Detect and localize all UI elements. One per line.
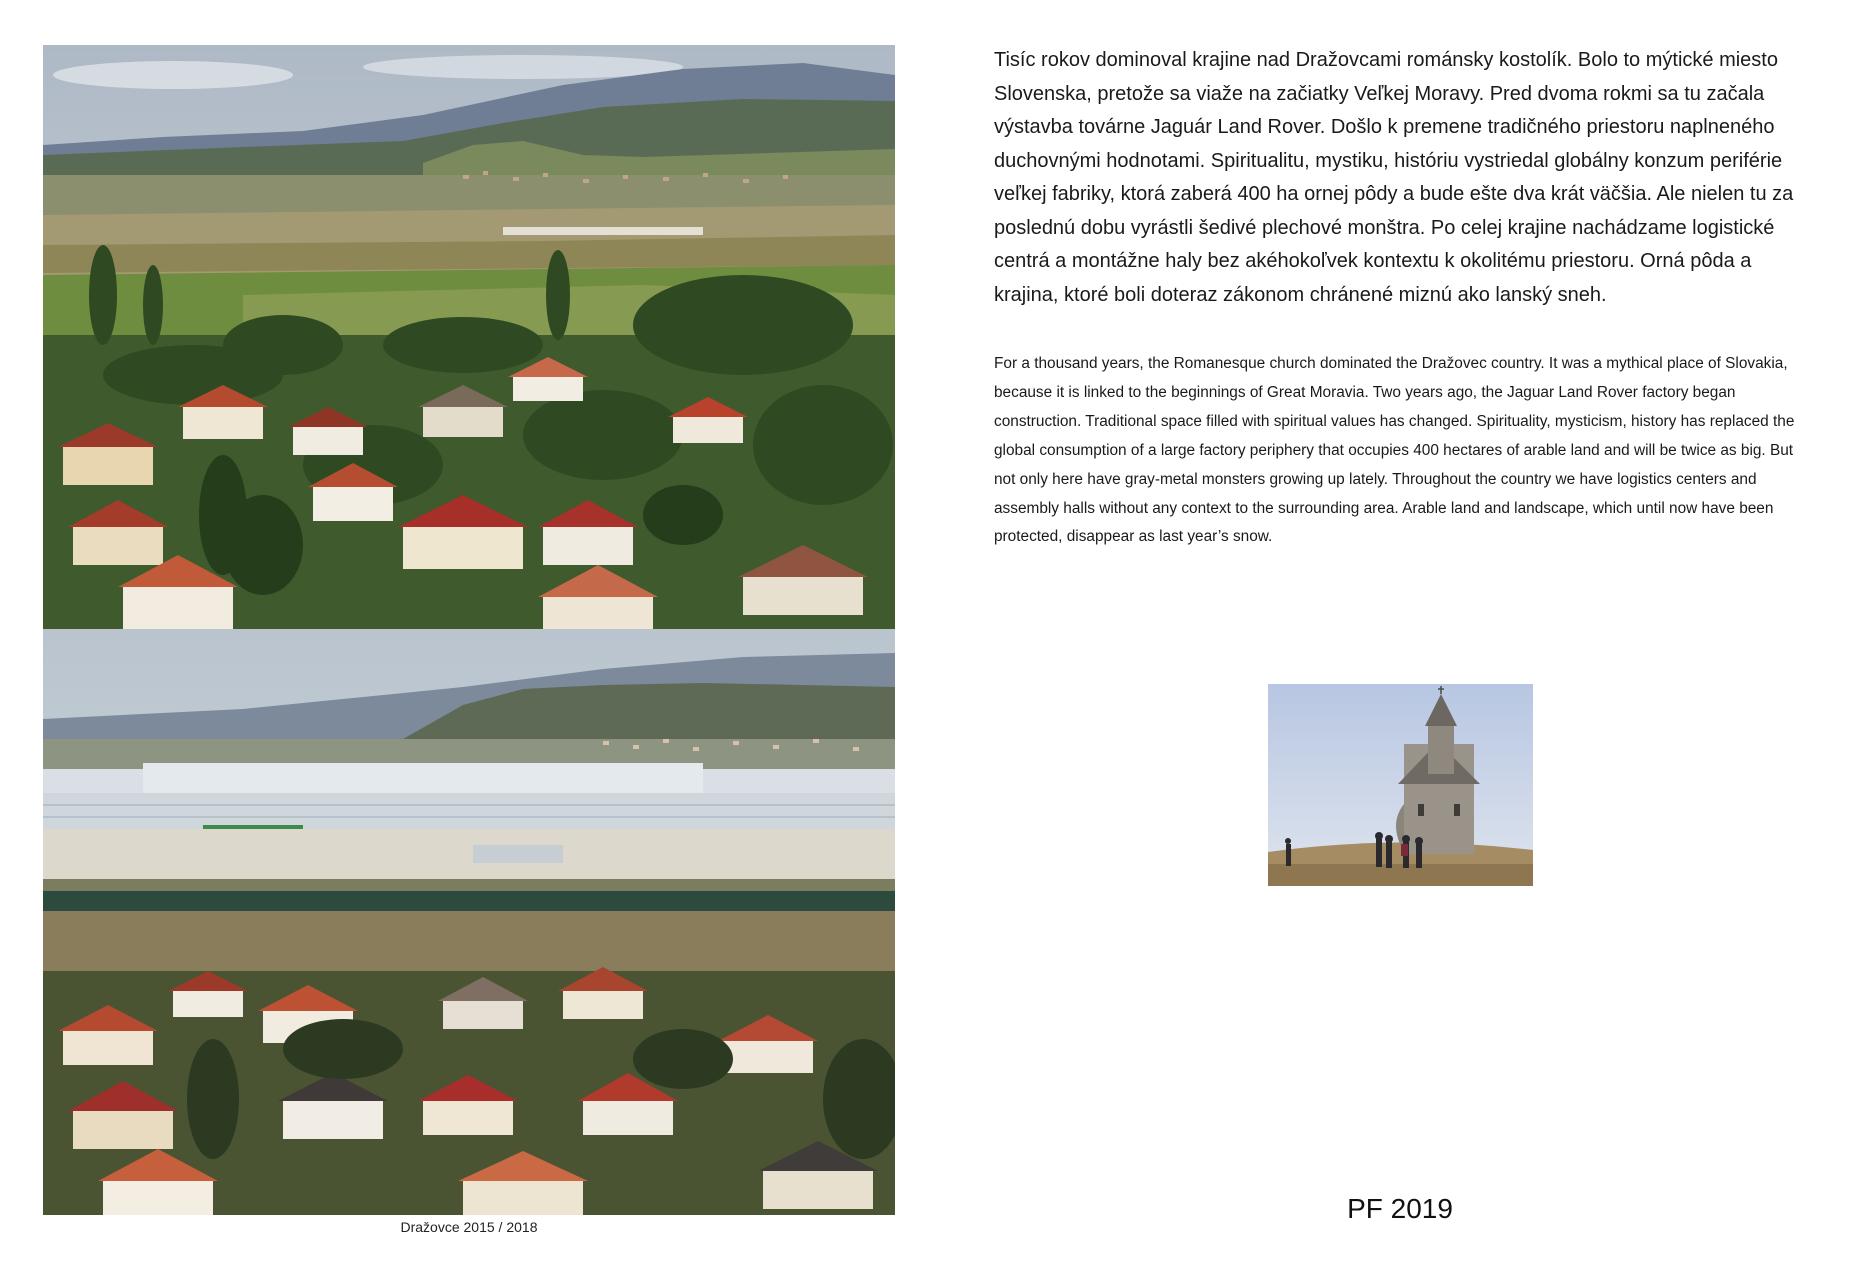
text-slovak: Tisíc rokov dominoval krajine nad Dražovcami románsky kostolík. Bolo to mýtické miesto Slovenska, pretože sa viaže na začiatky Veľkej Moravy. Pred dvoma rokmi sa tu začala výstavba továrne Jaguár Land Rover. Došlo k premene tradičného priestoru naplneného duchovnými hodnotami. Spiritualitu, mystiku, históriu vystriedal globálny konzum periférie veľkej fabriky, ktorá zaberá 400 ha ornej pôdy a bude ešte dva krát väčšia. Ale nielen tu za poslednú dobu vyrástli šedivé plechové monštra. Po celej krajine nachádzame logistické centrá a montážne haly bez akéhokoľvek kontextu k okolitému priestoru. Orná pôda a krajina, ktoré boli doteraz zákonom chránené miznú ako lanský sneh. bbox=[994, 49, 1794, 306]
photo-village-2018 bbox=[43, 629, 895, 1215]
photo-caption: Dražovce 2015 / 2018 bbox=[400, 1219, 538, 1235]
church-illustration bbox=[1268, 684, 1533, 886]
text-english: For a thousand years, the Romanesque church dominated the Dražovec country. It was a mythical place of Slovakia, because it is linked to the beginnings of Great Moravia. Two years ago, the Jaguar Land Rover factory began construction. Traditional space filled with spiritual values has changed. Spirituality, mysticism, history has replaced the global consumption of a large factory periphery that occupies 400 hectares of arable land and will be twice as big. But not only here have gray-metal monsters growing up lately. Throughout the country we have logistics centers and assembly halls without any context to the surrounding area. Arable land and landscape, which until now have been protected, disappear as last year’s snow. bbox=[994, 355, 1795, 546]
landscape-2015-illustration bbox=[43, 45, 895, 629]
pf-greeting: PF 2019 bbox=[1347, 1193, 1453, 1224]
photo-church bbox=[1268, 684, 1533, 886]
photo-village-2015 bbox=[43, 45, 895, 629]
landscape-2018-illustration bbox=[43, 629, 895, 1215]
